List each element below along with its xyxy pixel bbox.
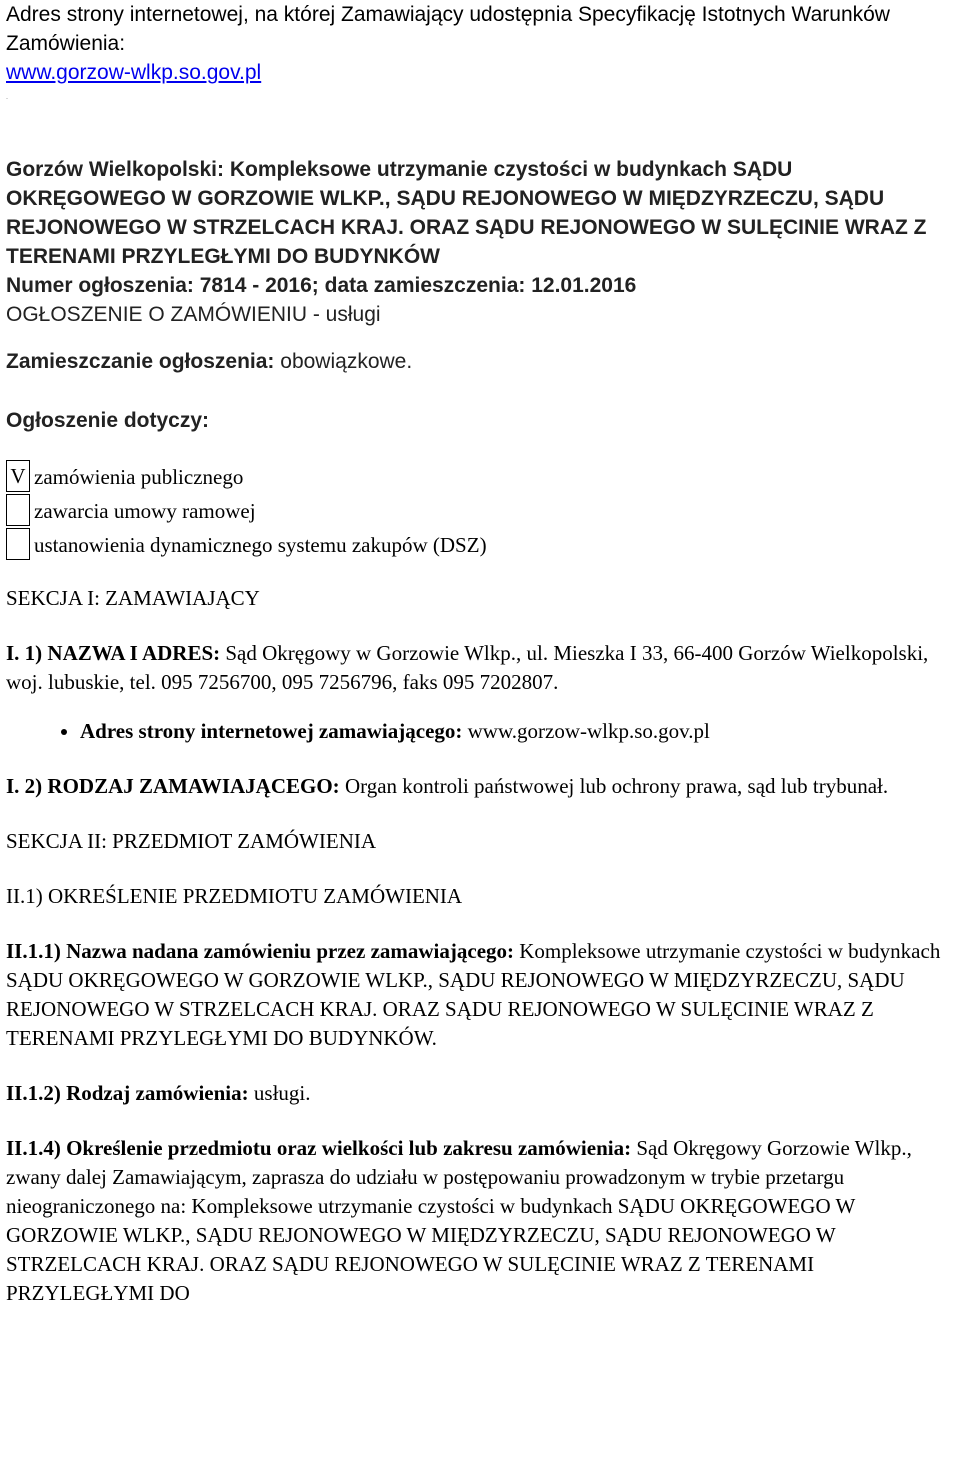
checklist-row: [6, 460, 954, 494]
notice-title: Gorzów Wielkopolski: Kompleksowe utrzymanie czystości w budynkach SĄDU OKRĘGOWEGO W GORZOWIE WLKP., SĄDU REJONOWEGO W MIĘDZYRZECZU, SĄDU REJONOWEGO W STRZELCACH KRAJ. ORAZ SĄDU REJONOWEGO W SULĘCINIE WRAZ Z TERENAMI PRZYLEGŁYMI DO BUDYNKÓW: [6, 158, 927, 268]
url-intro-text: Adres strony internetowej, na której Zamawiający udostępnia Specyfikację Istotnych Warunków Zamówienia:: [6, 3, 890, 55]
website-list: [6, 717, 954, 746]
checklist-row: [6, 528, 954, 562]
checkbox: [6, 494, 30, 526]
publication-info: Numer ogłoszenia: 7814 - 2016; data zamieszczenia: 12.01.2016: [6, 274, 637, 297]
checkbox-label: zawarcia umowy ramowej: [34, 499, 256, 523]
name-address-value: Sąd Okręgowy w Gorzowie Wlkp., ul. Mieszka I 33, 66-400 Gorzów Wielkopolski, woj. lubuskie, tel. 095 7256700, 095 7256796, faks 095 7202807.: [6, 641, 929, 694]
stray-dot: .: [6, 92, 8, 101]
website-value: www.gorzow-wlkp.so.gov.pl: [467, 719, 710, 743]
checkbox: [6, 528, 30, 560]
concerns-checklist: [6, 460, 954, 562]
concerns-label: Ogłoszenie dotyczy:: [6, 409, 210, 432]
contracting-type: [6, 772, 954, 801]
order-kind-value: usługi.: [253, 1081, 311, 1105]
siwz-url-link[interactable]: www.gorzow-wlkp.so.gov.pl: [6, 61, 262, 84]
order-name-label: II.1.1) Nazwa nadana zamówieniu przez zamawiającego:: [6, 939, 515, 963]
checkbox-label: ustanowienia dynamicznego systemu zakupów (DSZ): [34, 533, 487, 557]
website-label: Adres strony internetowej zamawiającego:: [80, 719, 463, 743]
contracting-name-address: [6, 639, 954, 697]
order-scope: [6, 1134, 954, 1308]
order-scope-label: II.1.4) Określenie przedmiotu oraz wielkości lub zakresu zamówienia:: [6, 1136, 632, 1160]
contracting-type-value: Organ kontroli państwowej lub ochrony prawa, sąd lub trybunał.: [344, 774, 889, 798]
mandatory-value: obowiązkowe.: [280, 350, 413, 373]
order-scope-value: Sąd Okręgowy Gorzowie Wlkp., zwany dalej Zamawiającym, zaprasza do udziału w postępowaniu prowadzonym w trybie przetargu nieograniczonego na: Kompleksowe utrzymanie czystości w budynkach SĄDU OKRĘGOWEGO W GORZOWIE WLKP., SĄDU REJONOWEGO W MIĘDZYRZECZU, SĄDU REJONOWEGO W STRZELCACH KRAJ. ORAZ SĄDU REJONOWEGO W SULĘCINIE WRAZ Z TERENAMI PRZYLEGŁYMI DO: [6, 1136, 912, 1305]
website-item: [80, 717, 954, 746]
notice-type: OGŁOSZENIE O ZAMÓWIENIU - usługi: [6, 303, 381, 326]
order-kind-label: II.1.2) Rodzaj zamówienia:: [6, 1081, 249, 1105]
section-2-title: SEKCJA II: PRZEDMIOT ZAMÓWIENIA: [6, 829, 377, 853]
order-kind: [6, 1079, 954, 1108]
checkbox-label: zamówienia publicznego: [34, 465, 244, 489]
order-name: [6, 937, 954, 1053]
section-1-title: SEKCJA I: ZAMAWIAJĄCY: [6, 586, 260, 610]
mandatory-line: [6, 347, 954, 376]
name-address-label: I. 1) NAZWA I ADRES:: [6, 641, 221, 665]
checklist-row: [6, 494, 954, 528]
siwz-url-intro: [6, 0, 954, 87]
checkbox: V: [6, 460, 30, 492]
contracting-type-label: I. 2) RODZAJ ZAMAWIAJĄCEGO:: [6, 774, 340, 798]
section-2-subtitle: II.1) OKREŚLENIE PRZEDMIOTU ZAMÓWIENIA: [6, 884, 463, 908]
order-name-value: Kompleksowe utrzymanie czystości w budynkach SĄDU OKRĘGOWEGO W GORZOWIE WLKP., SĄDU REJONOWEGO W MIĘDZYRZECZU, SĄDU REJONOWEGO W STRZELCACH KRAJ. ORAZ SĄDU REJONOWEGO W SULĘCINIE WRAZ Z TERENAMI PRZYLEGŁYMI DO BUDYNKÓW.: [6, 939, 941, 1050]
mandatory-label: Zamieszczanie ogłoszenia:: [6, 350, 275, 373]
